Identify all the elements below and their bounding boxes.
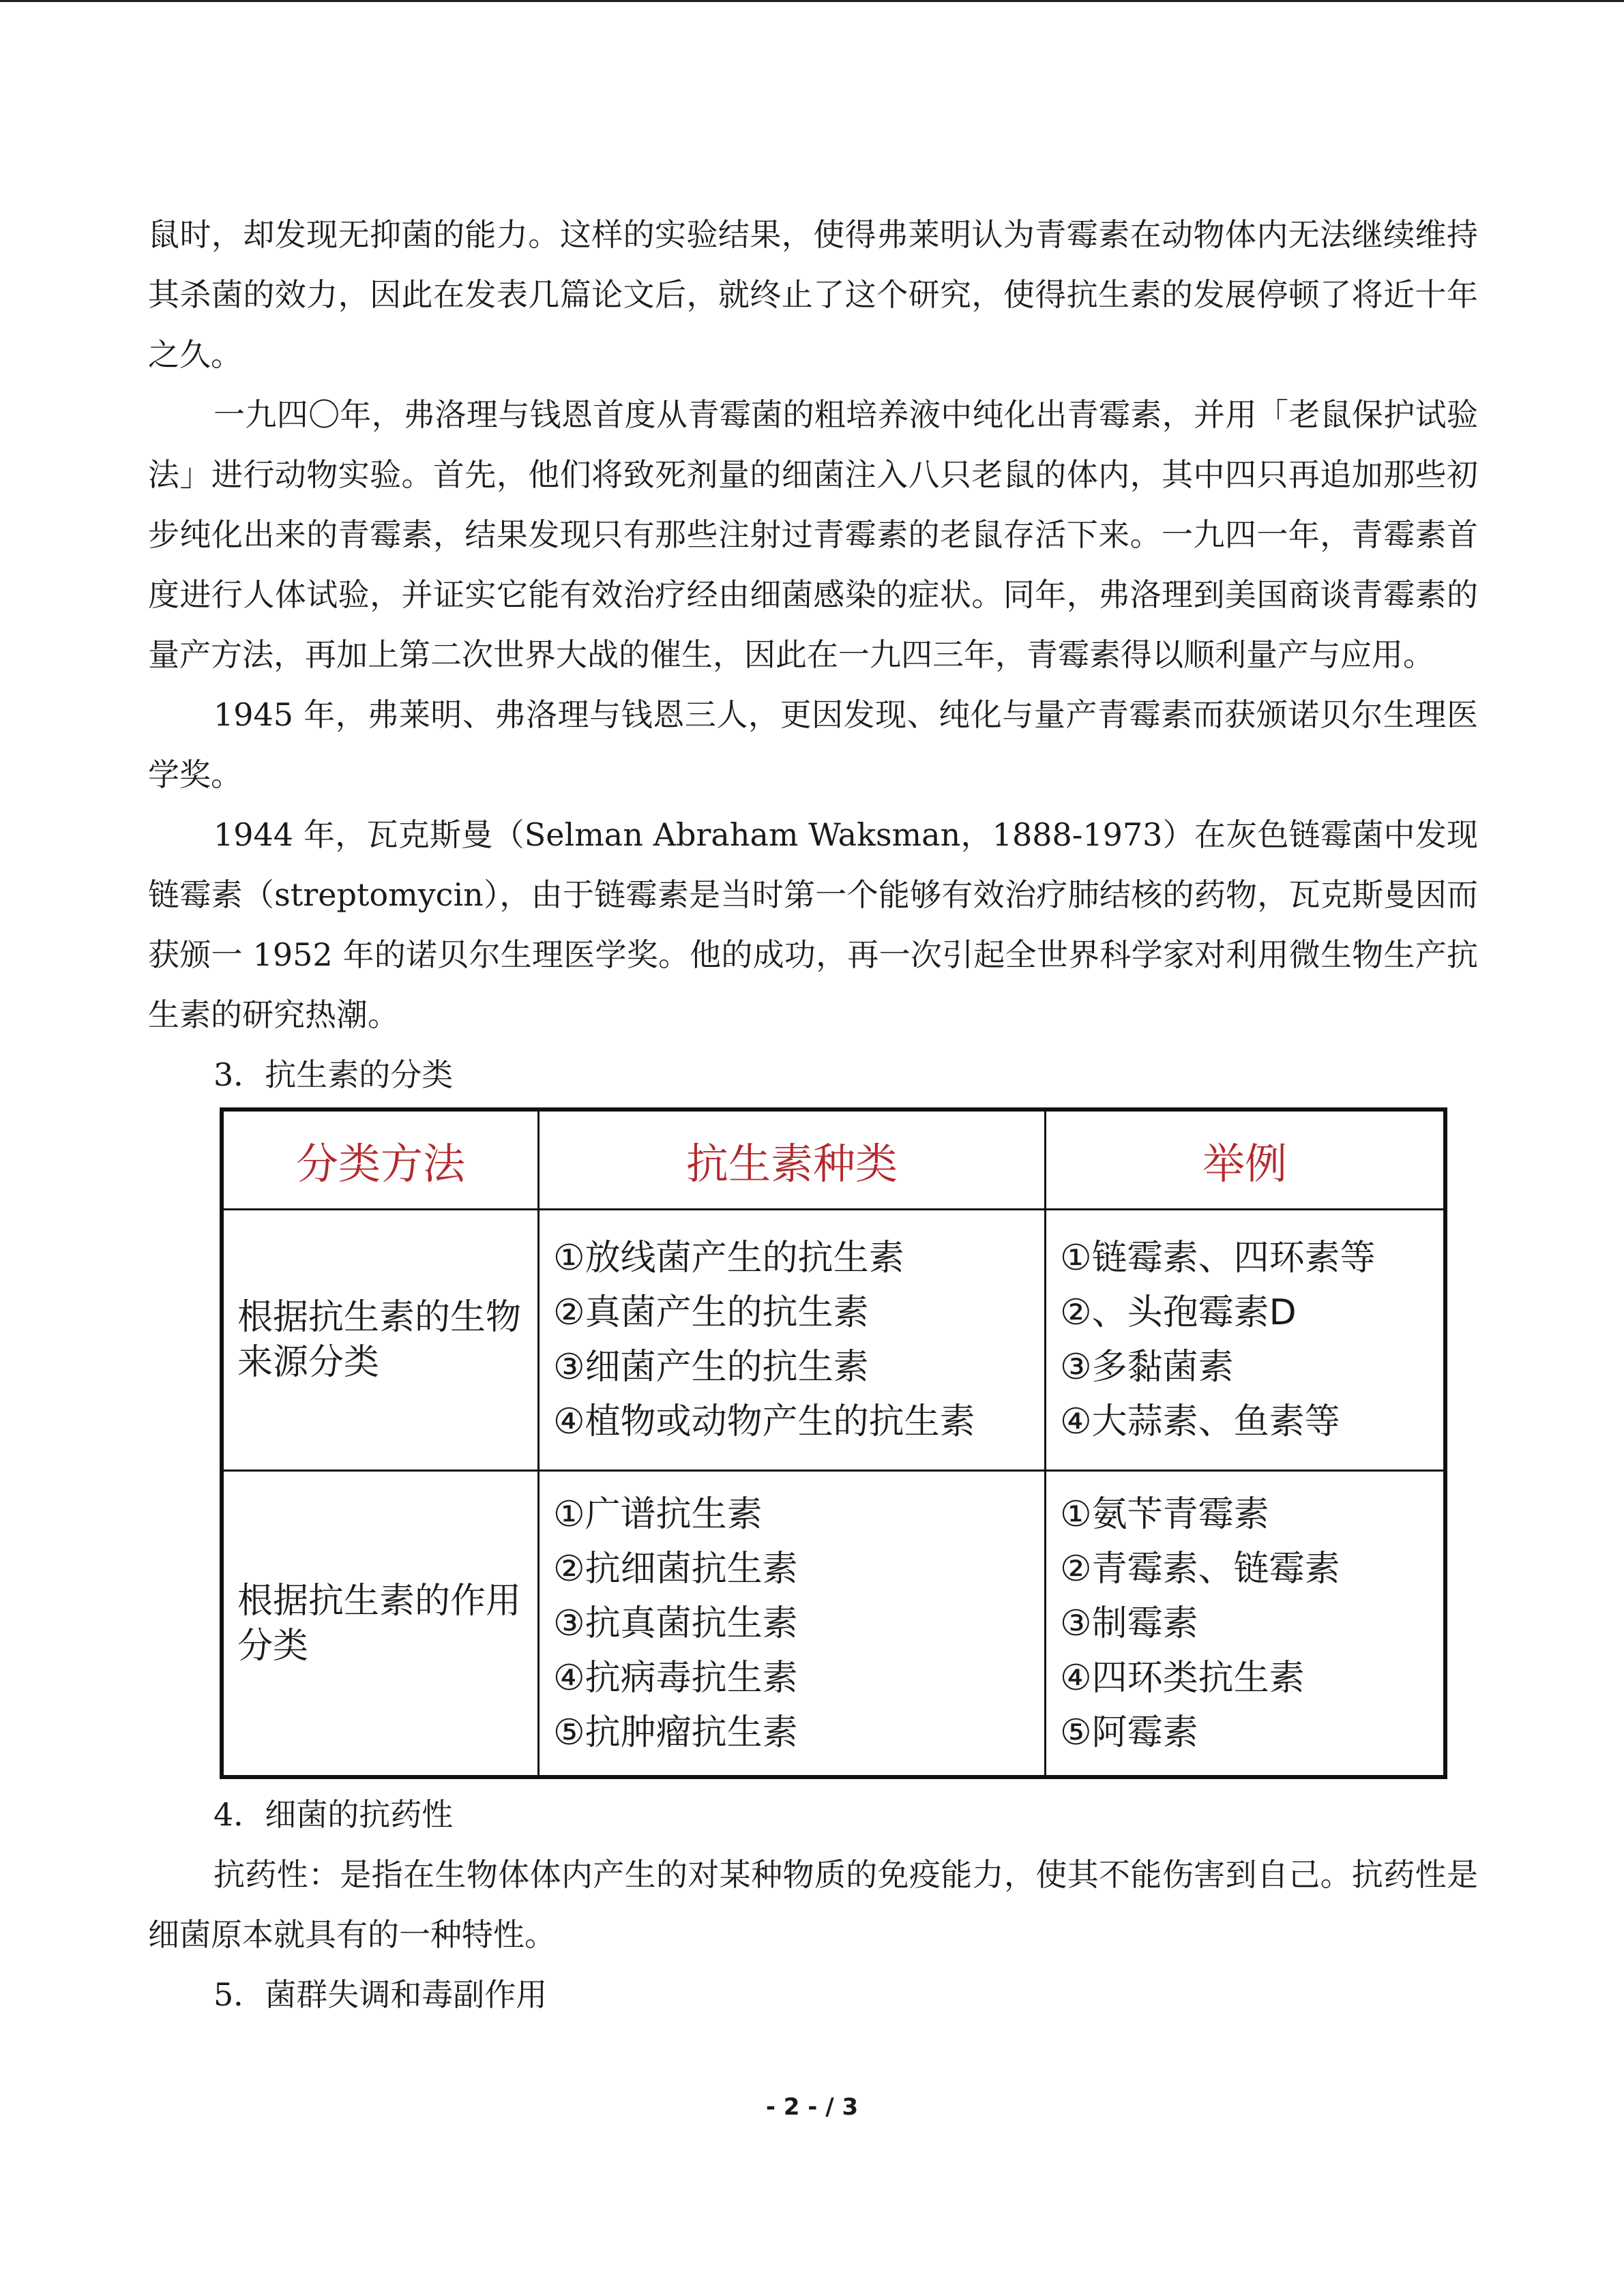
example-item: ①链霉素、四环素等 [1060,1238,1376,1279]
paragraph-5: 抗药性：是指在生物体体内产生的对某种物质的免疫能力，使其不能伤害到自己。抗药性是细菌原本就具有的一种特性。 [148,1856,1478,1953]
cell-method: 根据抗生素的作用分类 [222,1471,539,1778]
kind-item: ④抗病毒抗生素 [553,1657,798,1699]
section-heading-3: 3．抗生素的分类 [213,1056,454,1093]
paragraph-3: 1945 年，弗莱明、弗洛理与钱恩三人，更因发现、纯化与量产青霉素而获颁诺贝尔生理医学奖。 [148,696,1478,793]
cell-kinds [539,1471,1046,1778]
example-item: ⑤阿霉素 [1060,1712,1198,1753]
example-item: ③多黏菌素 [1060,1347,1234,1388]
kind-item: ②抗细菌抗生素 [553,1548,798,1590]
cell-examples [1046,1471,1446,1778]
cell-kinds [539,1210,1046,1471]
kind-item: ③抗真菌抗生素 [553,1602,798,1644]
page-number: - 2 - / 3 [765,2093,859,2121]
paragraph-4: 1944 年，瓦克斯曼（Selman Abraham Waksman，1888-1973）在灰色链霉菌中发现链霉素（streptomycin），由于链霉素是当时第一个能够有效治疗肺结核的药物，瓦克斯曼因而获颁一 1952 年的诺贝尔生理医学奖。他的成功，再一次引起全世界科学家对利用微生物生产抗生素的研究热潮。 [148,816,1478,1033]
example-item: ④大蒜素、鱼素等 [1060,1401,1340,1442]
section-heading-4: 4．细菌的抗药性 [213,1796,454,1833]
example-item: ②青霉素、链霉素 [1060,1548,1340,1590]
table-header-row [222,1109,1445,1210]
header-examples: 举例 [1046,1109,1446,1210]
paragraph-2: 一九四〇年，弗洛理与钱恩首度从青霉菌的粗培养液中纯化出青霉素，并用「老鼠保护试验法」进行动物实验。首先，他们将致死剂量的细菌注入八只老鼠的体内，其中四只再追加那些初步纯化出来的青霉素，结果发现只有那些注射过青霉素的老鼠存活下来。一九四一年，青霉素首度进行人体试验，并证实它能有效治疗经由细菌感染的症状。同年，弗洛理到美国商谈青霉素的量产方法，再加上第二次世界大战的催生，因此在一九四三年，青霉素得以顺利量产与应用。 [148,396,1478,673]
example-item: ③制霉素 [1060,1602,1198,1644]
header-kinds: 抗生素种类 [539,1109,1046,1210]
kind-item: ④植物或动物产生的抗生素 [553,1401,975,1442]
example-item: ④四环类抗生素 [1060,1657,1305,1699]
cell-method: 根据抗生素的生物来源分类 [222,1210,539,1471]
kind-item: ①放线菌产生的抗生素 [553,1238,904,1279]
paragraph-1: 鼠时，却发现无抑菌的能力。这样的实验结果，使得弗莱明认为青霉素在动物体内无法继续维持其杀菌的效力，因此在发表几篇论文后，就终止了这个研究，使得抗生素的发展停顿了将近十年之久。 [148,216,1478,373]
section-heading-5: 5．菌群失调和毒副作用 [213,1976,548,2013]
kind-item: ②真菌产生的抗生素 [553,1292,869,1333]
kind-item: ⑤抗肿瘤抗生素 [553,1712,798,1753]
classification-table-wrapper [220,1107,1478,1779]
antibiotic-classification-table [220,1107,1447,1779]
page-content [148,205,1478,2025]
kind-item: ①广谱抗生素 [553,1493,763,1535]
example-item: ①氨苄青霉素 [1060,1493,1269,1535]
table-row [222,1471,1445,1778]
top-border-line [0,0,1624,2]
kind-item: ③细菌产生的抗生素 [553,1347,869,1388]
cell-examples [1046,1210,1446,1471]
header-method: 分类方法 [222,1109,539,1210]
example-item: ②、头孢霉素D [1060,1292,1297,1333]
table-row [222,1210,1445,1471]
